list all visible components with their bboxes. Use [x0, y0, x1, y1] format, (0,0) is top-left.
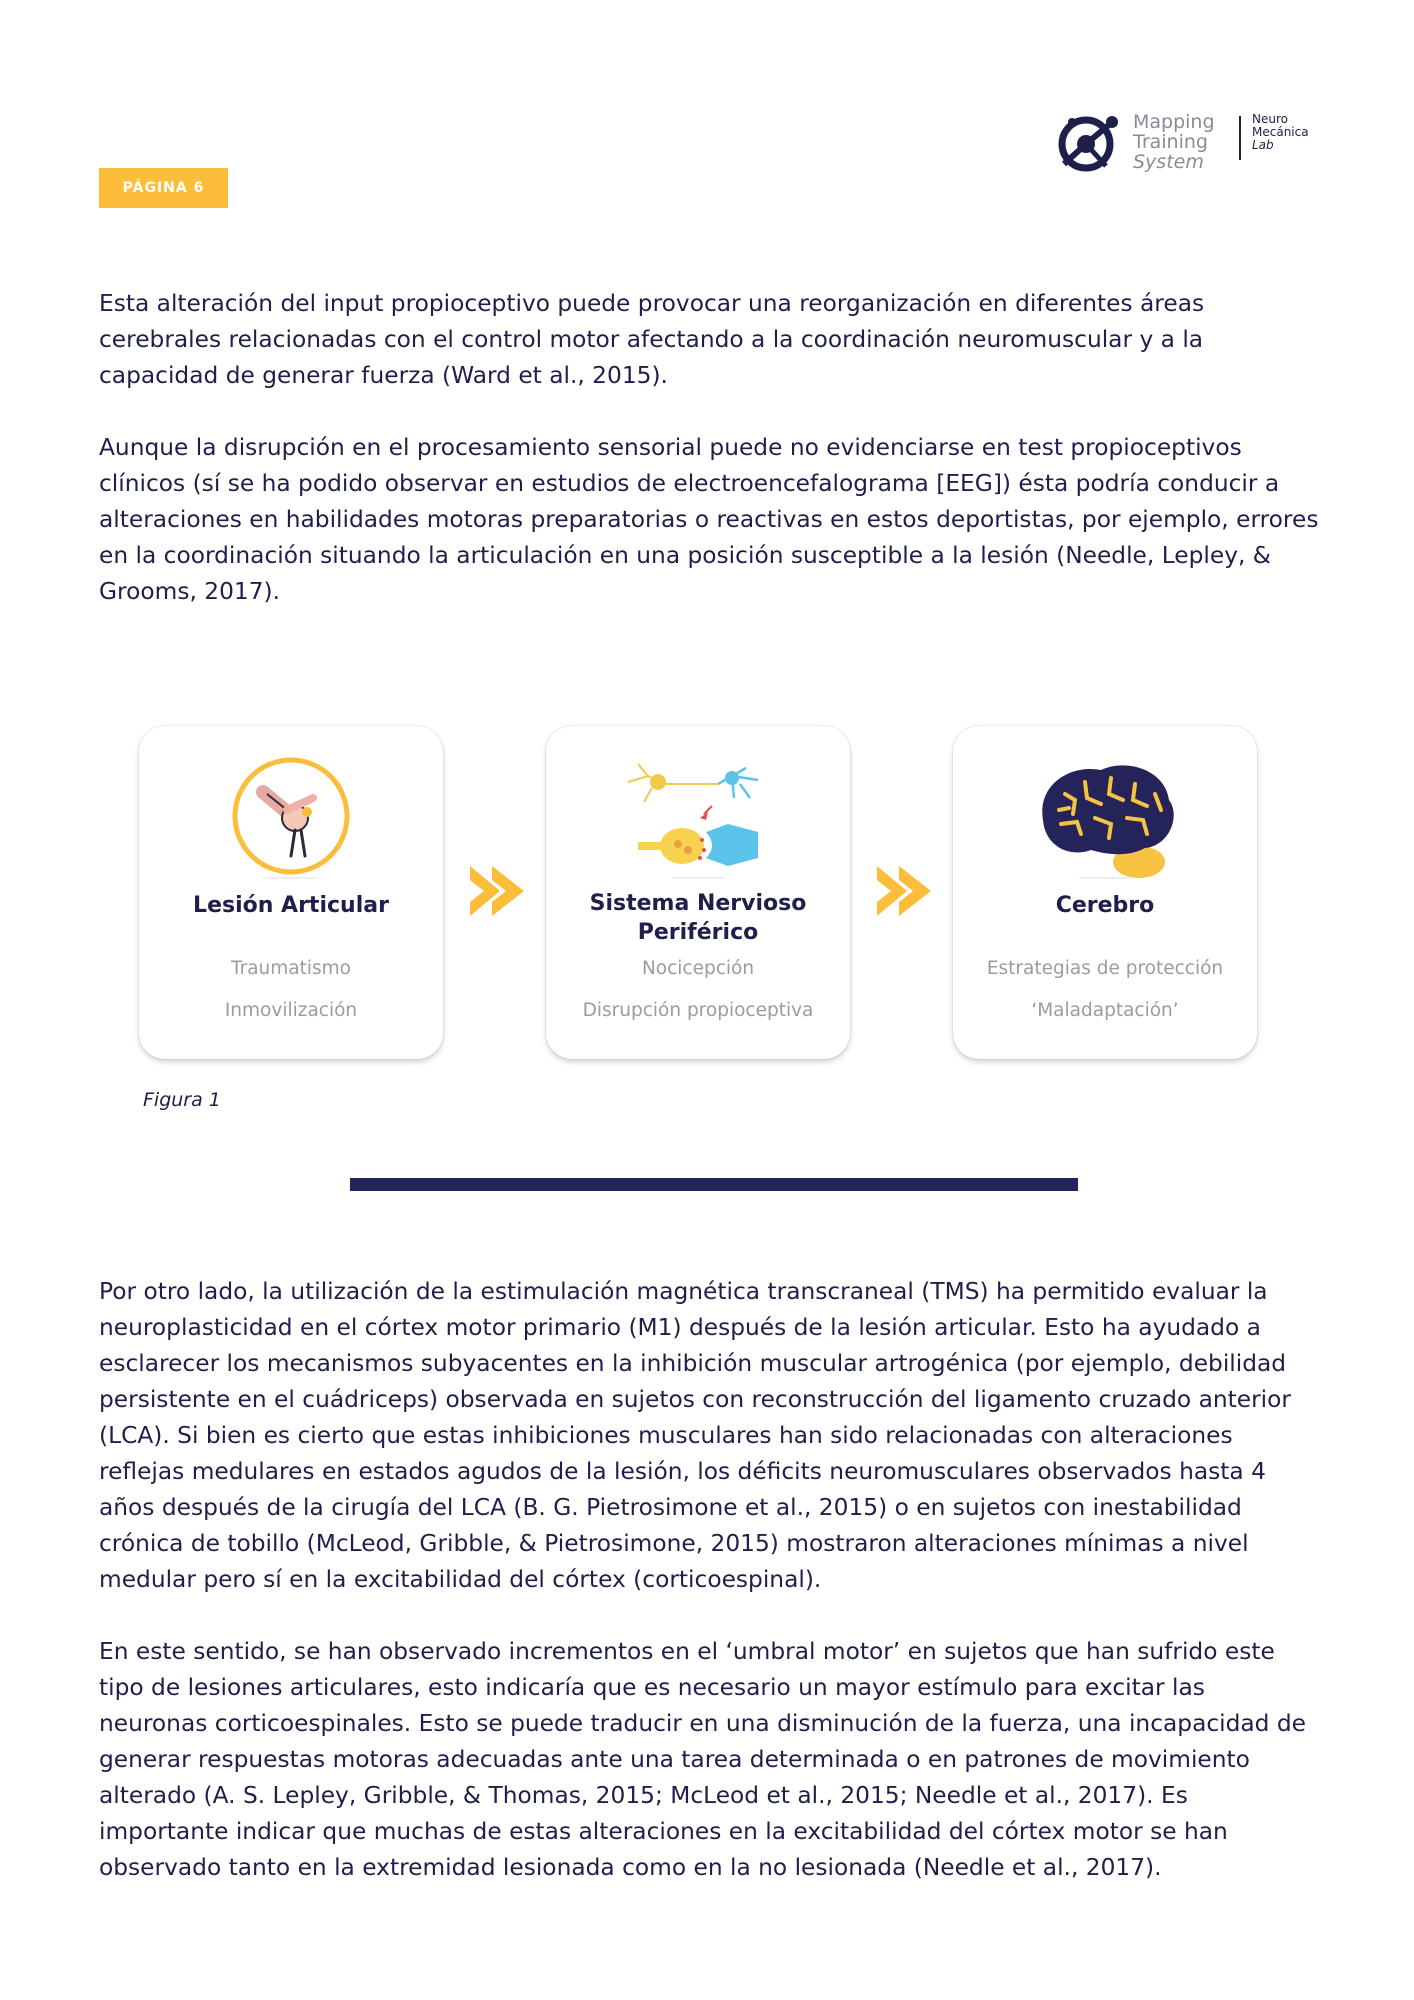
neuron-synapse-icon	[608, 754, 788, 884]
brand-logo	[1056, 110, 1326, 180]
card-detail: Estrategias de protección	[986, 958, 1224, 979]
body-paragraph: Por otro lado, la utilización de la estimulación magnética transcraneal (TMS) ha permitido evaluar la neuroplasticidad en el córtex motor primario (M1) después de la lesión articular. Esto ha ayudado a esclarecer los mecanismos subyacentes en la inhibición muscular artrogénica (por ejemplo, debilidad persistente en el cuádriceps) observada en sujetos con reconstrucción del ligamento cruzado anterior (LCA). Si bien es cierto que estas inhibiciones musculares han sido relacionadas con alteraciones reflejas medulares en estados agudos de la lesión, los déficits neuromusculares observados hasta 4 años después de la cirugía del LCA (B. G. Pietrosimone et al., 2015) o en sujetos con inestabilidad crónica de tobillo (McLeod, Gribble, & Pietrosimone, 2015) mostraron alteraciones mínimas a nivel medular pero sí en la excitabilidad del córtex (corticoespinal).	[99, 1278, 1291, 1593]
figure-card-peripheral-nervous-system	[546, 726, 850, 1059]
body-paragraph: Esta alteración del input propioceptivo puede provocar una reorganización en diferentes áreas cerebrales relacionadas con el control motor afectando a la coordinación neuromuscular y a la capacidad de generar fuerza (Ward et al., 2015).	[99, 290, 1205, 389]
card-divider	[672, 877, 724, 879]
card-divider	[265, 877, 317, 879]
card-detail: ‘Maladaptación’	[1031, 1000, 1179, 1021]
card-detail: Nocicepción	[641, 958, 755, 979]
knee-joint-icon	[201, 754, 381, 884]
brain-icon	[1015, 754, 1195, 884]
body-paragraph: En este sentido, se han observado incrementos en el ‘umbral motor’ en sujetos que han sufrido este tipo de lesiones articulares, esto indicaría que es necesario un mayor estímulo para excitar las neuronas corticoespinales. Esto se puede traducir en una disminución de la fuerza, una incapacidad de generar respuestas motoras adecuadas ante una tarea determinada o en patrones de movimiento alterado (A. S. Lepley, Gribble, & Thomas, 2015; McLeod et al., 2015; Needle et al., 2017). Es importante indicar que muchas de estas alteraciones en la excitabilidad del córtex motor se han observado tanto en la extremidad lesionada como en la no lesionada (Needle et al., 2017).	[99, 1638, 1307, 1881]
card-detail: Inmovilización	[224, 1000, 358, 1021]
page-number-badge: PÁGINA 6	[99, 168, 228, 208]
logo-lab-wordmark: Neuro Mecánica Lab	[1252, 112, 1309, 152]
card-detail: Traumatismo	[231, 958, 351, 979]
logo-wordmark: Mapping Training System	[1133, 111, 1215, 173]
double-chevron-right-icon	[873, 860, 935, 922]
card-divider	[1079, 877, 1131, 879]
logo-separator	[1239, 116, 1241, 160]
figure-caption: Figura 1	[143, 1089, 221, 1111]
mapping-training-logo-icon	[1056, 110, 1122, 176]
card-title: Sistema Nervioso Periférico	[589, 891, 807, 945]
card-title: Cerebro	[1055, 893, 1155, 918]
figure-card-joint-injury	[139, 726, 443, 1059]
double-chevron-right-icon	[466, 860, 528, 922]
body-paragraph: Aunque la disrupción en el procesamiento sensorial puede no evidenciarse en test propioceptivos clínicos (sí se ha podido observar en estudios de electroencefalograma [EEG]) ésta podría conducir a alteraciones en habilidades motoras preparatorias o reactivas en estos deportistas, por ejemplo, errores en la coordinación situando la articulación en una posición susceptible a la lesión (Needle, Lepley, & Grooms, 2017).	[99, 434, 1319, 605]
card-title: Lesión Articular	[193, 893, 389, 918]
card-detail: Disrupción propioceptiva	[582, 1000, 814, 1021]
section-divider	[350, 1178, 1078, 1191]
figure-card-brain	[953, 726, 1257, 1059]
